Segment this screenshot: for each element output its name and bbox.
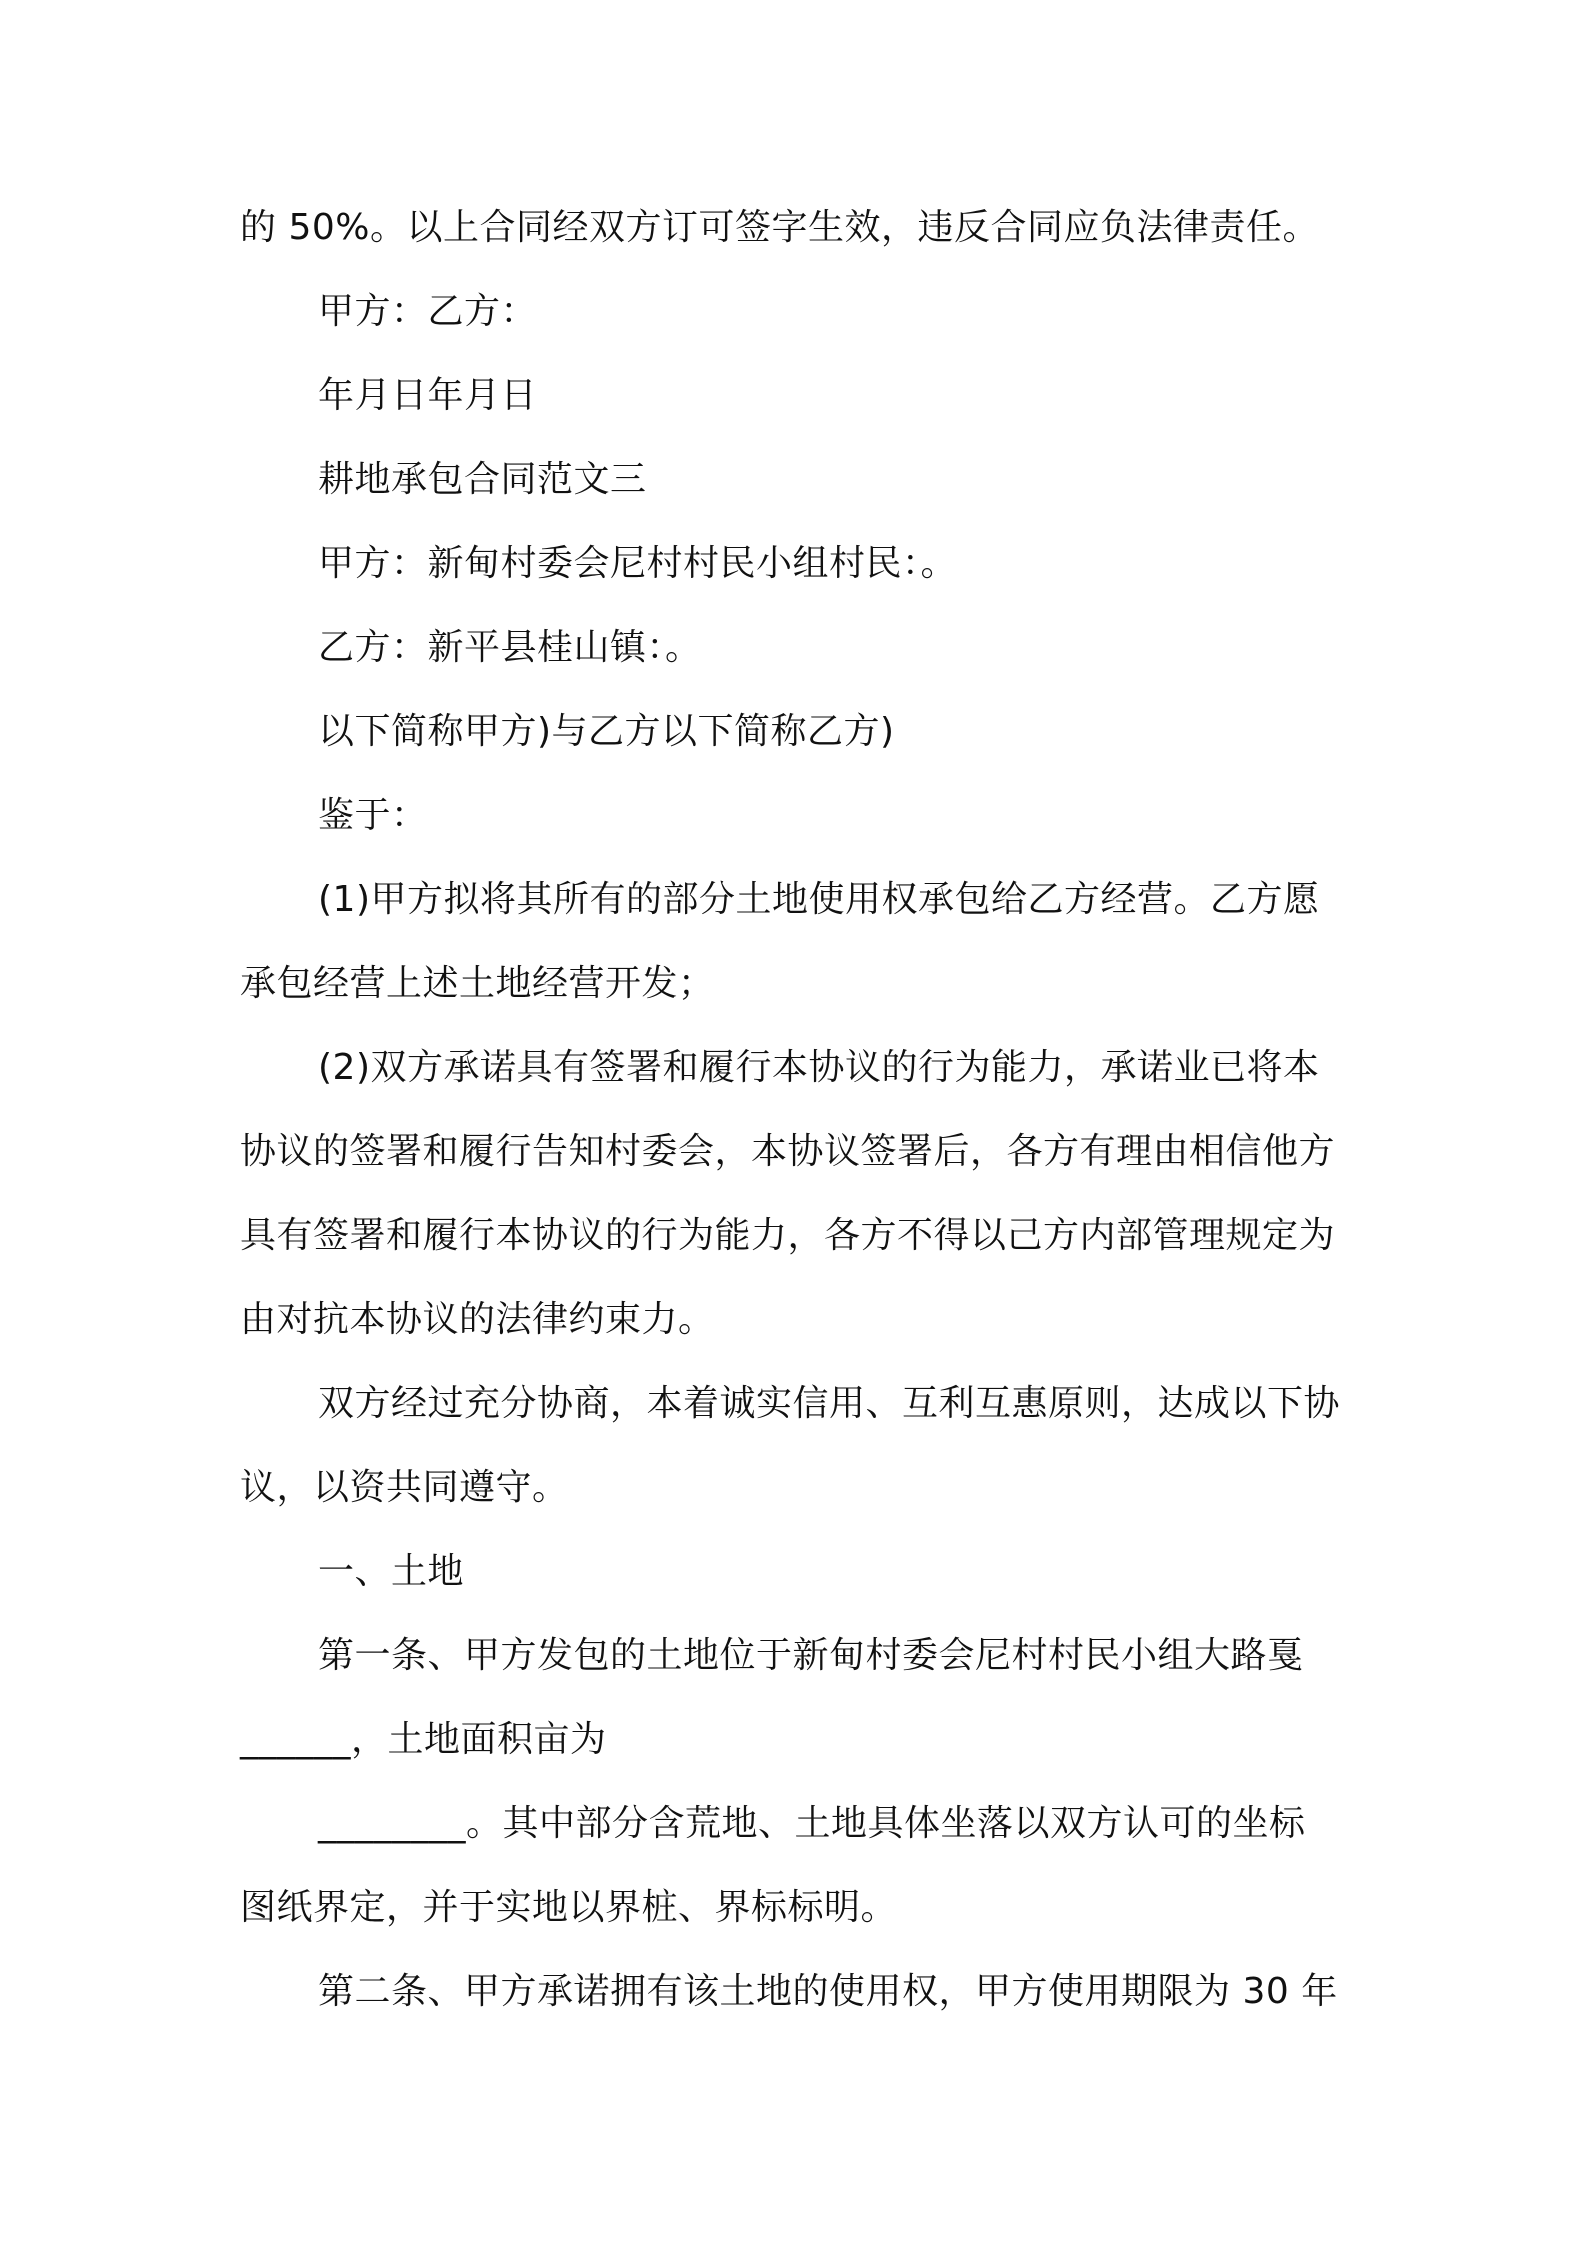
text-line-13: 具有签署和履行本协议的行为能力，各方不得以己方内部管理规定为 xyxy=(240,1215,1336,1256)
text-line-10: 承包经营上述土地经营开发； xyxy=(240,963,715,1004)
article-2-line-1: 第二条、甲方承诺拥有该土地的使用权，甲方使用期限为 30 年 xyxy=(318,1971,1338,2012)
section-title: 耕地承包合同范文三 xyxy=(318,459,647,500)
text-line-3: 年月日年月日 xyxy=(318,375,538,416)
text-line-12: 协议的签署和履行告知村委会，本协议签署后，各方有理由相信他方 xyxy=(240,1131,1336,1172)
article-1-line-4: 图纸界定，并于实地以界桩、界标标明。 xyxy=(240,1887,898,1928)
text-line-7: 以下简称甲方)与乙方以下简称乙方) xyxy=(318,711,895,752)
article-1-line-2: ______，土地面积亩为 xyxy=(240,1719,607,1760)
text-line-1: 的 50%。以上合同经双方订可签字生效，违反合同应负法律责任。 xyxy=(240,207,1319,248)
article-1-line-3: ________。其中部分含荒地、土地具体坐落以双方认可的坐标 xyxy=(318,1803,1306,1844)
text-line-11: (2)双方承诺具有签署和履行本协议的行为能力，承诺业已将本 xyxy=(318,1047,1320,1088)
section-heading-land: 一、土地 xyxy=(318,1551,465,1592)
text-line-16: 议，以资共同遵守。 xyxy=(240,1467,569,1508)
text-line-14: 由对抗本协议的法律约束力。 xyxy=(240,1299,715,1340)
text-line-15: 双方经过充分协商，本着诚实信用、互利互惠原则，达成以下协 xyxy=(318,1383,1341,1424)
article-1-line-1: 第一条、甲方发包的土地位于新甸村委会尼村村民小组大路戛 xyxy=(318,1635,1304,1676)
party-b-line: 乙方：新平县桂山镇：。 xyxy=(318,627,702,668)
text-line-9: (1)甲方拟将其所有的部分土地使用权承包给乙方经营。乙方愿 xyxy=(318,879,1320,920)
text-line-2: 甲方：乙方： xyxy=(318,291,538,332)
text-line-8: 鉴于： xyxy=(318,795,428,836)
party-a-line: 甲方：新甸村委会尼村村民小组村民：。 xyxy=(318,543,958,584)
